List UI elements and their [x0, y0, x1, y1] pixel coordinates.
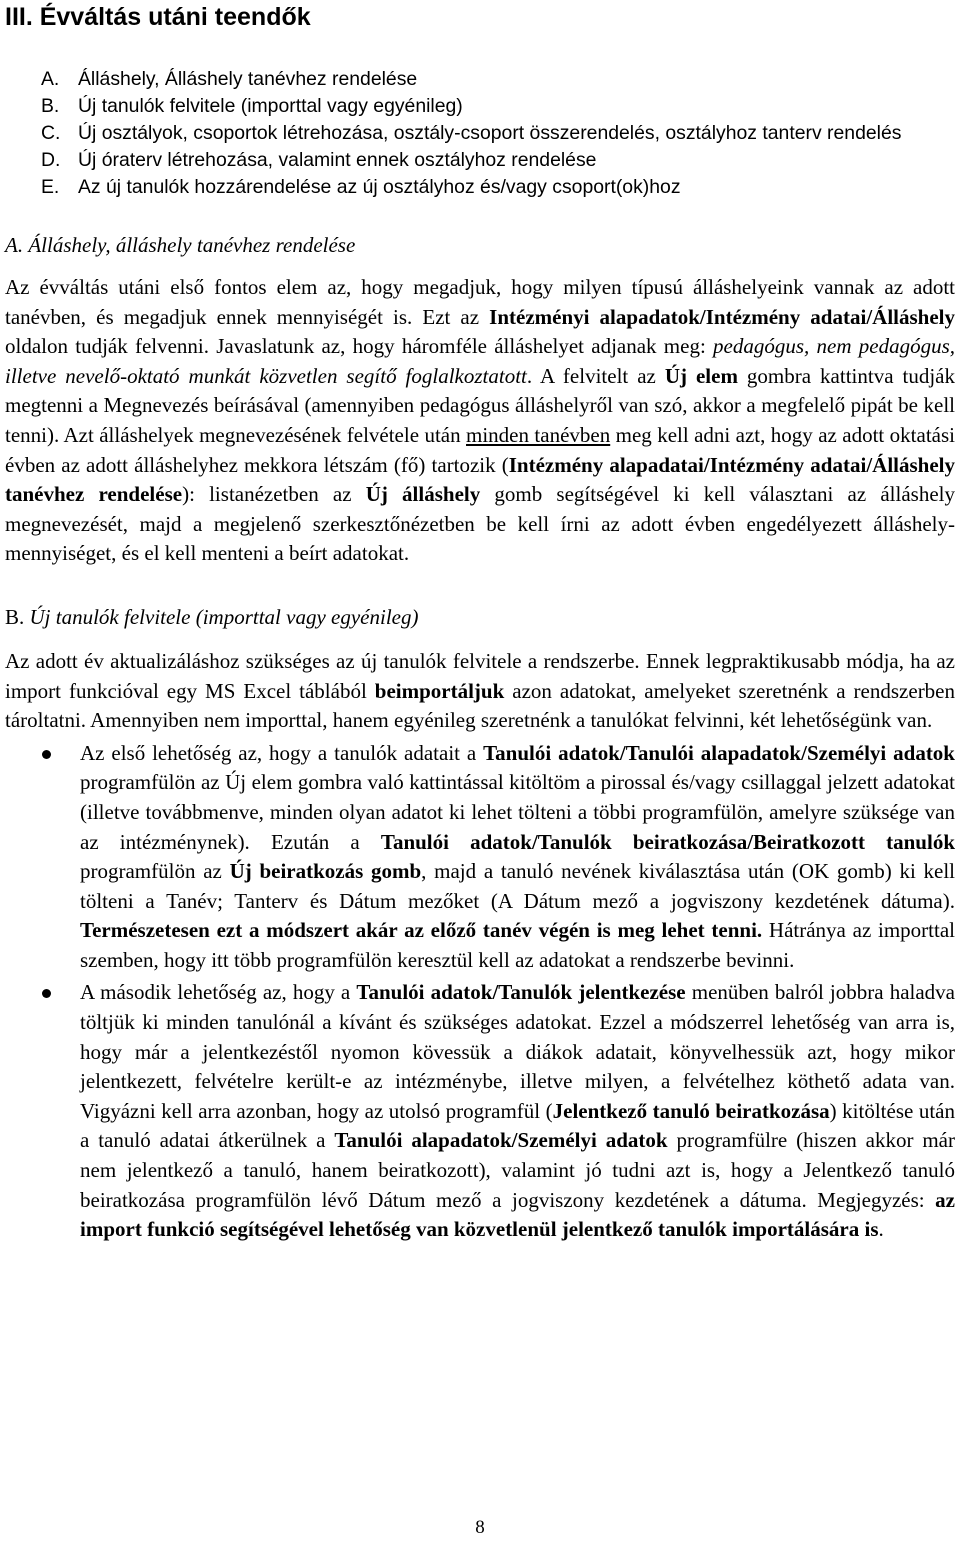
section-a-paragraph: Az évváltás utáni első fontos elem az, hogy megadjuk, hogy milyen típusú álláshelyeink vannak az adott tanévben, és megadjuk ennek mennyiségét is. Ezt az Intézményi alapadatok/Intézmény adatai/Álláshely oldalon tudják felvenni. Javaslatunk az, hogy háromféle álláshelyet adjanak meg: pedagógus, nem pedagógus, illetve nevelő-oktató munkát közvetlen segítő foglalkoztatott. A felvitelt az Új elem gombra kattintva tudják megtenni a Megnevezés beírásával (amennyiben pedagógus álláshelyről van szó, akkor a megfelelő pipát be kell tenni). Azt álláshelyek megnevezésének felvétele után minden tanévben meg kell adni azt, hogy az adott oktatási évben az adott álláshelyhez mekkora létszám (fő) tartozik (Intézmény alapadatai/Intézmény adatai/Álláshely tanévhez rendelése): listanézetben az Új álláshely gomb segítségével ki kell választani az álláshely megnevezését, majd a megjelenő szerkesztőnézetben be kell írni az adott évben engedélyezett álláshely-mennyiséget, és el kell menteni a beírt adatokat. [5, 275, 956, 566]
bullet-icon [42, 750, 51, 759]
list-item [5, 978, 955, 1244]
section-b-intro: Az adott év aktualizáláshoz szükséges az új tanulók felvitele a rendszerbe. Ennek legpraktikusabb módja, ha az import funkcióval egy MS Excel táblából beimportáljuk azon adatokat, amelyeket szeretnénk a rendszerben tároltatni. Amennyiben nem importtal, hanem egyénileg szeretnénk a tanulókat felvinni, két lehetőségünk van. [5, 648, 956, 733]
bullet-paragraph: Az első lehetőség az, hogy a tanulók adatait a Tanulói adatok/Tanulói alapadatok/Személyi adatok programfülön az Új elem gombra való kattintással kitöltöm a pirossal és/vagy csillaggal jelzett adatokat (illetve továbbmenve, minden olyan adatot ki lehet tölteni a többi programfülön, amelyre szüksége van az intézménynek). Ezután a Tanulói adatok/Tanulók beiratkozása/Beiratkozott tanulók programfülön az Új beiratkozás gomb, majd a tanuló nevének kiválasztása után (OK gomb) ki kell tölteni a Tanév; Tanterv és Dátum mezőket (A Dátum mező a jogviszony kezdetének dátuma). Természetesen ezt a módszert akár az előző tanév végén is meg lehet tenni. Hátránya az importtal szemben, hogy itt több programfülön keresztül kell az adatokat a rendszerbe bevinni. [80, 740, 956, 972]
section-b-heading: B. Új tanulók felvitele (importtal vagy egyénileg) [5, 604, 419, 629]
bullet-paragraph: A második lehetőség az, hogy a Tanulói adatok/Tanulók jelentkezése menüben balról jobbra haladva töltjük ki minden tanulónál a kívánt és szükséges adatokat. Ezzel a módszerrel lehetőség van arra is, hogy már a jelentkezéstől nyomon kövessük a diákok adatait, könyvelhessük azt, hogy mikor jelentkezett, felvételre került-e az intézménybe, illetve milyen, a felvételhez köthető adata van. Vigyázni kell arra azonban, hogy az utolsó programfül (Jelentkező tanuló beiratkozása) kitöltése után a tanuló adatai átkerülnek a Tanulói alapadatok/Személyi adatok programfülre (hiszen akkor már nem jelentkező a tanuló, hanem beiratkozott), valamint jó tudni azt is, hogy a Jelentkező tanuló beiratkozása programfülön lévő Dátum mező a jogviszony kezdetének a dátuma. Megjegyzés: az import funkció segítségével lehetőség van közvetlenül jelentkező tanulók importálására is. [80, 980, 955, 1242]
section-a-heading: A. Álláshely, álláshely tanévhez rendelése [5, 233, 356, 257]
toc-item: B. Új tanulók felvitele (importtal vagy egyénileg) [41, 95, 463, 117]
toc-item: C. Új osztályok, csoportok létrehozása, osztály-csoport összerendelés, osztályhoz tanterv rendelés [41, 122, 902, 144]
list-item [5, 739, 955, 976]
page-number: 8 [475, 1517, 485, 1538]
toc-item: D. Új óraterv létrehozása, valamint ennek osztályhoz rendelése [41, 149, 597, 171]
page-title: III. Évváltás utáni teendők [5, 3, 311, 31]
bullet-icon [42, 989, 51, 998]
toc-item: A. Álláshely, Álláshely tanévhez rendelése [41, 68, 418, 90]
toc-list [5, 66, 955, 201]
bullet-list [5, 739, 955, 1245]
toc-item: E. Az új tanulók hozzárendelése az új osztályhoz és/vagy csoport(ok)hoz [41, 176, 681, 198]
